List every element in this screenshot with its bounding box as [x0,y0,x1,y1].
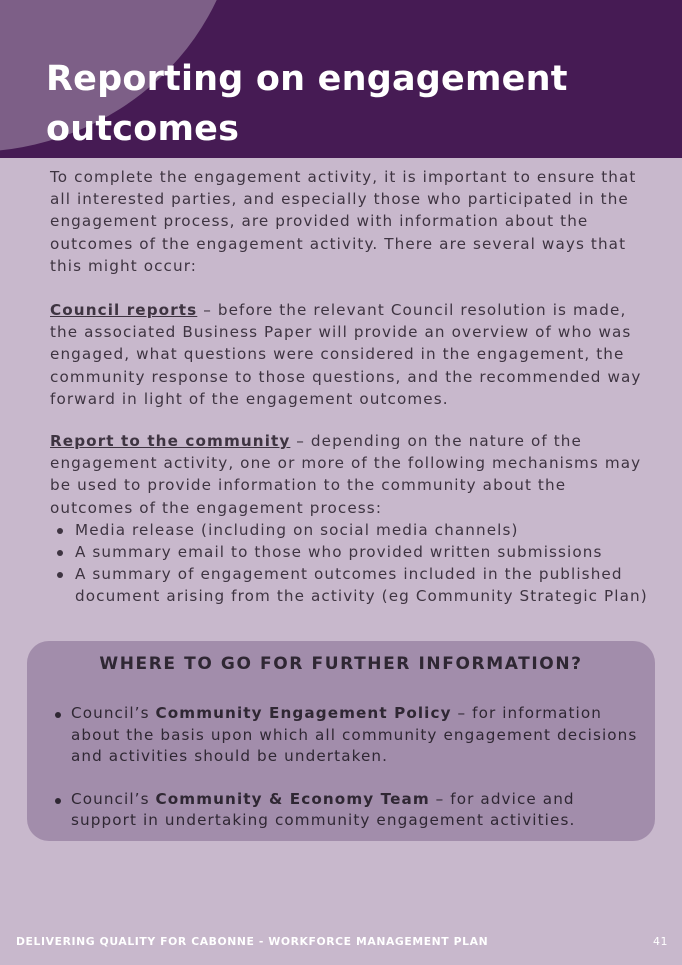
page-number: 41 [653,935,668,948]
item-description: – for information about the basis upon which all community engagement decisions and activities should be undertaken. [71,704,638,765]
item-description: – for advice and support in undertaking community engagement activities. [71,789,576,829]
further-info-list [52,703,642,832]
page-title: Reporting on engagement outcomes [46,59,568,149]
list-item: A summary email to those who provided written submissions [50,541,650,563]
team-name: Community & Economy Team [155,789,430,808]
list-item: Media release (including on social media channels) [50,519,650,541]
council-reports-text: – before the relevant Council resolution is made, the associated Business Paper will provide an overview of who was engaged, what questions were considered in the engagement, the community response to those questions, and the recommended way forward in light of the engagement outcomes. [50,301,642,408]
list-item: A summary of engagement outcomes included in the published document arising from the activity (eg Community Strategic Plan) [50,563,650,607]
intro-paragraph: To complete the engagement activity, it is important to ensure that all interested parties, and especially those who participated in the engagement process, are provided with information about the outcomes of the engagement activity. There are several ways that this might occur: [50,168,637,275]
report-community-paragraph [50,430,650,519]
further-info-heading: WHERE TO GO FOR FURTHER INFORMATION? [99,654,583,674]
main-content [50,166,650,608]
mechanisms-list [50,519,650,608]
footer-title: DELIVERING QUALITY FOR CABONNE - WORKFORCE MANAGEMENT PLAN [16,935,489,948]
policy-name: Community Engagement Policy [155,704,452,722]
item-prefix: Council’s [71,789,156,808]
item-prefix: Council’s [71,704,156,722]
list-item [52,789,642,832]
council-reports-heading: Council reports [50,301,198,320]
report-community-heading: Report to the community [50,432,291,451]
list-item [52,703,642,768]
page-header [0,0,682,158]
council-reports-paragraph [50,299,650,410]
report-community-text: – depending on the nature of the engagement activity, one or more of the following mechanisms may be used to provide information to the community about the outcomes of the engagement process: [50,432,642,517]
